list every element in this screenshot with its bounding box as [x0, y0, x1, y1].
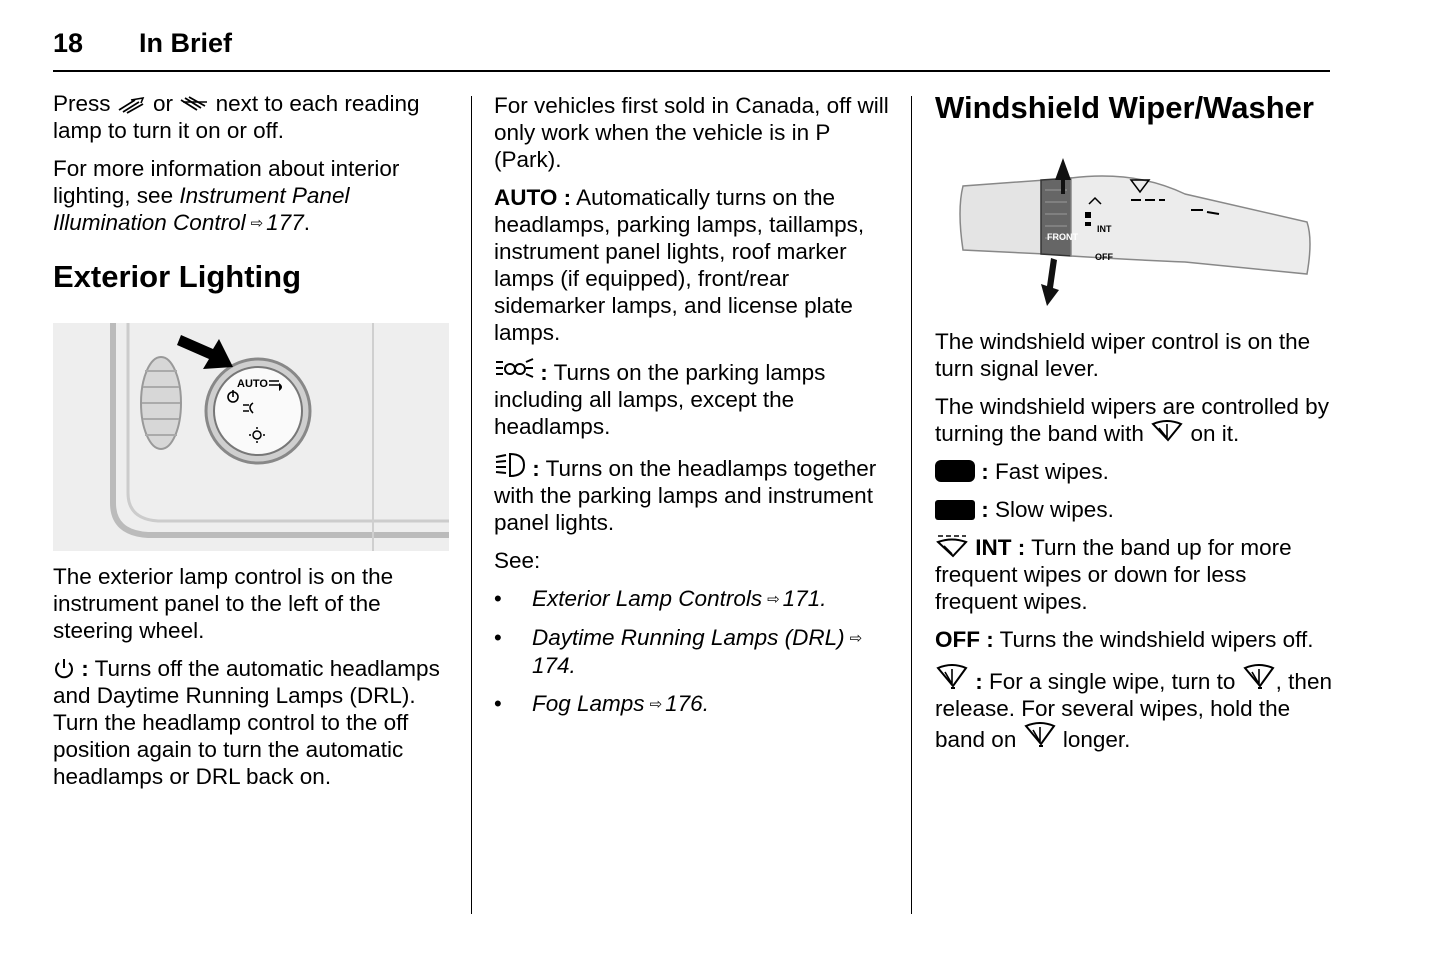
- mist-wiper-icon: [1023, 722, 1057, 750]
- page-ref-arrow-icon: ⇨: [767, 591, 780, 608]
- see-list: [494, 585, 894, 718]
- fast-wipes-paragraph: : Fast wipes.: [935, 458, 1335, 485]
- svg-text:INT: INT: [1097, 224, 1112, 234]
- headlamps-paragraph: : Turns on the headlamps together with the parking lamps and instrument panel lights.: [494, 451, 894, 536]
- reading-lamp-off-icon: [179, 96, 209, 114]
- page-reference[interactable]: 176: [665, 691, 703, 716]
- section-heading-exterior-lighting: Exterior Lighting: [53, 259, 301, 294]
- mist-paragraph: : For a single wipe, turn to , then release. For several wipes, hold the band on longer.: [935, 664, 1335, 753]
- canada-paragraph: For vehicles first sold in Canada, off will only work when the vehicle is in P (Park).: [494, 93, 889, 172]
- reading-lamp-paragraph: Press or next to each reading lamp to turn it on or off.: [53, 91, 420, 143]
- wiper-lever-figure: [935, 150, 1315, 310]
- column-middle: [494, 92, 894, 729]
- see-label: See:: [494, 548, 541, 573]
- off-paragraph: OFF : Turns the windshield wipers off.: [935, 627, 1314, 652]
- list-item: • Daytime Running Lamps (DRL) ⇨174.: [494, 624, 894, 679]
- intermittent-wiper-icon: [935, 534, 969, 558]
- parking-lamps-paragraph: : Turns on the parking lamps including all lamps, except the headlamps.: [494, 357, 894, 440]
- slow-wipes-icon: [935, 500, 975, 520]
- parking-lamp-icon: [494, 357, 534, 383]
- column-left: [53, 90, 453, 801]
- cross-reference-link[interactable]: Exterior Lamp Controls: [532, 586, 763, 611]
- wiper-lever-illustration: [935, 150, 1315, 310]
- interior-lighting-paragraph: For more information about interior lighting, see Instrument Panel Illumination Control ⇨ 177.: [53, 156, 400, 235]
- svg-text:OFF: OFF: [1095, 252, 1113, 262]
- reading-lamp-on-icon: [117, 96, 147, 114]
- wiper-location-paragraph: The windshield wiper control is on the turn signal lever.: [935, 329, 1311, 381]
- page-ref-arrow-icon: ⇨: [250, 215, 264, 232]
- wiper-band-paragraph: The windshield wipers are controlled by turning the band with on it.: [935, 394, 1329, 446]
- power-icon: [53, 657, 75, 679]
- svg-text:AUTO: AUTO: [237, 378, 268, 390]
- svg-text:FRONT: FRONT: [1047, 232, 1078, 242]
- page-number: 18: [53, 28, 84, 58]
- slow-wipes-paragraph: : Slow wipes.: [935, 496, 1335, 523]
- page-reference[interactable]: 171: [782, 586, 821, 611]
- auto-paragraph: AUTO : Automatically turns on the headlamps, parking lamps, taillamps, instrument panel lights, roof marker lamps (if equipped), front/rear sidemarker lamps, and license plate lamps.: [494, 185, 865, 345]
- column-right: [935, 90, 1335, 764]
- int-paragraph: INT : Turn the band up for more frequent wipes or down for less frequent wipes.: [935, 535, 1292, 614]
- headlamp-icon: [494, 451, 526, 479]
- section-title: In Brief: [139, 28, 233, 58]
- list-item: • Exterior Lamp Controls ⇨ 171.: [494, 585, 894, 613]
- page-reference[interactable]: 174: [532, 653, 570, 678]
- fast-wipes-icon: [935, 460, 975, 482]
- section-heading-windshield: Windshield Wiper/Washer: [935, 90, 1314, 125]
- headlamp-control-figure: [53, 323, 449, 551]
- exterior-lamp-location-paragraph: The exterior lamp control is on the instrument panel to the left of the steering wheel.: [53, 564, 394, 643]
- cross-reference-link[interactable]: Daytime Running Lamps (DRL): [532, 625, 845, 650]
- mist-wiper-icon: [1242, 664, 1276, 692]
- mist-wiper-icon: [935, 664, 969, 692]
- cross-reference-link[interactable]: Instrument Panel Illumination Control: [53, 183, 350, 235]
- power-off-paragraph: : Turns off the automatic headlamps and Daytime Running Lamps (DRL). Turn the headlamp control to the off position again to turn the automatic headlamps or DRL back on.: [53, 656, 440, 789]
- list-item: • Fog Lamps ⇨ 176.: [494, 690, 894, 718]
- column-divider: [911, 96, 912, 914]
- page-ref-arrow-icon: ⇨: [649, 696, 663, 713]
- page-header: [53, 26, 1330, 72]
- column-divider: [471, 96, 472, 914]
- cross-reference-link[interactable]: Fog Lamps: [532, 691, 645, 716]
- headlamp-dial-illustration: [53, 323, 449, 551]
- page-ref-arrow-icon: ⇨: [849, 630, 863, 647]
- wiper-icon: [1150, 420, 1184, 444]
- page-reference[interactable]: 177: [266, 210, 304, 235]
